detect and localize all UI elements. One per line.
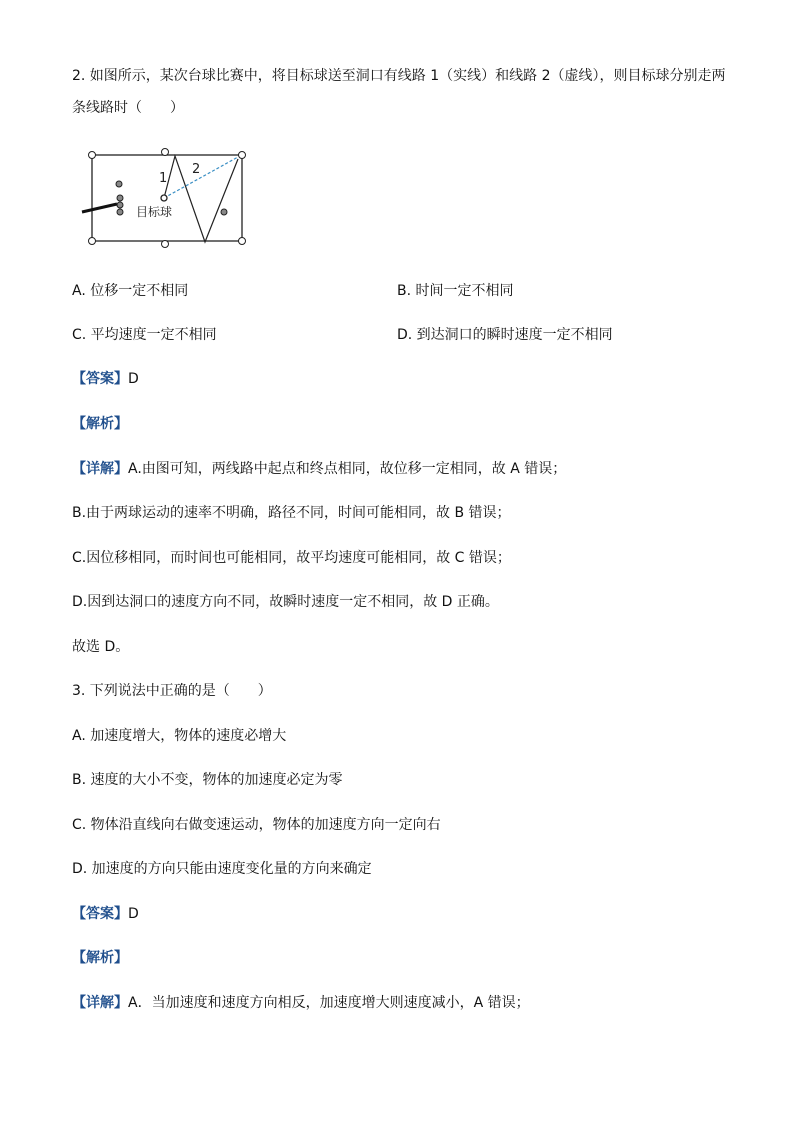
- target-ball-label: 目标球: [136, 205, 173, 219]
- route1-label: 1: [159, 171, 168, 186]
- q2-option-d: D. 到达洞口的瞬时速度一定不相同: [397, 327, 613, 343]
- q3-detail-a: [72, 993, 530, 1013]
- billiard-table-figure: [78, 146, 250, 248]
- pocket-bottom-left: [89, 238, 96, 245]
- q3-option-c: C. 物体沿直线向右做变速运动，物体的加速度方向一定向右: [72, 817, 441, 833]
- ball: [117, 209, 123, 215]
- q3-option-a: A. 加速度增大，物体的速度必增大: [72, 728, 287, 744]
- ball: [117, 202, 123, 208]
- q3-option-d: D. 加速度的方向只能由速度变化量的方向来确定: [72, 861, 372, 877]
- q2-conclusion: 故选 D。: [72, 639, 130, 655]
- answer-value: D: [128, 906, 139, 922]
- target-ball: [161, 195, 167, 201]
- pocket-top-right: [239, 152, 246, 159]
- ball: [117, 195, 123, 201]
- route1-solid-path: [164, 156, 238, 242]
- q2-analysis-tag: 【解析】: [72, 416, 128, 432]
- q3-stem: 3. 下列说法中正确的是（ ）: [72, 683, 272, 699]
- q2-stem-line1: 2. 如图所示，某次台球比赛中，将目标球送至洞口有线路 1（实线）和线路 2（虚线），则目标球分别走两: [72, 68, 726, 84]
- answer-tag: 【答案】: [72, 371, 128, 387]
- detail-text: A．当加速度和速度方向相反，加速度增大则速度减小，A 错误；: [128, 995, 530, 1011]
- answer-tag: 【答案】: [72, 906, 128, 922]
- ball: [221, 209, 227, 215]
- q3-option-b: B. 速度的大小不变，物体的加速度必定为零: [72, 772, 343, 788]
- q2-detail-b: B.由于两球运动的速率不明确，路径不同，时间可能相同，故 B 错误；: [72, 505, 511, 521]
- q2-option-a: A. 位移一定不相同: [72, 283, 189, 299]
- q2-answer: [72, 369, 139, 389]
- route2-dashed-path: [164, 157, 238, 198]
- q2-stem-line2: 条线路时（ ）: [72, 100, 184, 116]
- q3-analysis-tag: 【解析】: [72, 950, 128, 966]
- pocket-bottom-right: [239, 238, 246, 245]
- q3-answer: [72, 904, 139, 924]
- pocket-top-middle: [162, 149, 169, 156]
- q2-detail-a: [72, 459, 566, 479]
- q2-detail-c: C.因位移相同，而时间也可能相同，故平均速度可能相同，故 C 错误；: [72, 550, 511, 566]
- detail-tag: 【详解】: [72, 461, 128, 477]
- q2-detail-d: D.因到达洞口的速度方向不同，故瞬时速度一定不相同，故 D 正确。: [72, 594, 499, 610]
- detail-text: A.由图可知，两线路中起点和终点相同，故位移一定相同，故 A 错误；: [128, 461, 567, 477]
- pocket-top-left: [89, 152, 96, 159]
- ball: [116, 181, 122, 187]
- cue-stick: [82, 204, 117, 212]
- pocket-bottom-middle: [162, 241, 169, 248]
- q2-option-c: C. 平均速度一定不相同: [72, 327, 217, 343]
- detail-tag: 【详解】: [72, 995, 128, 1011]
- route2-label: 2: [192, 162, 201, 177]
- q2-option-b: B. 时间一定不相同: [397, 283, 514, 299]
- answer-value: D: [128, 371, 139, 387]
